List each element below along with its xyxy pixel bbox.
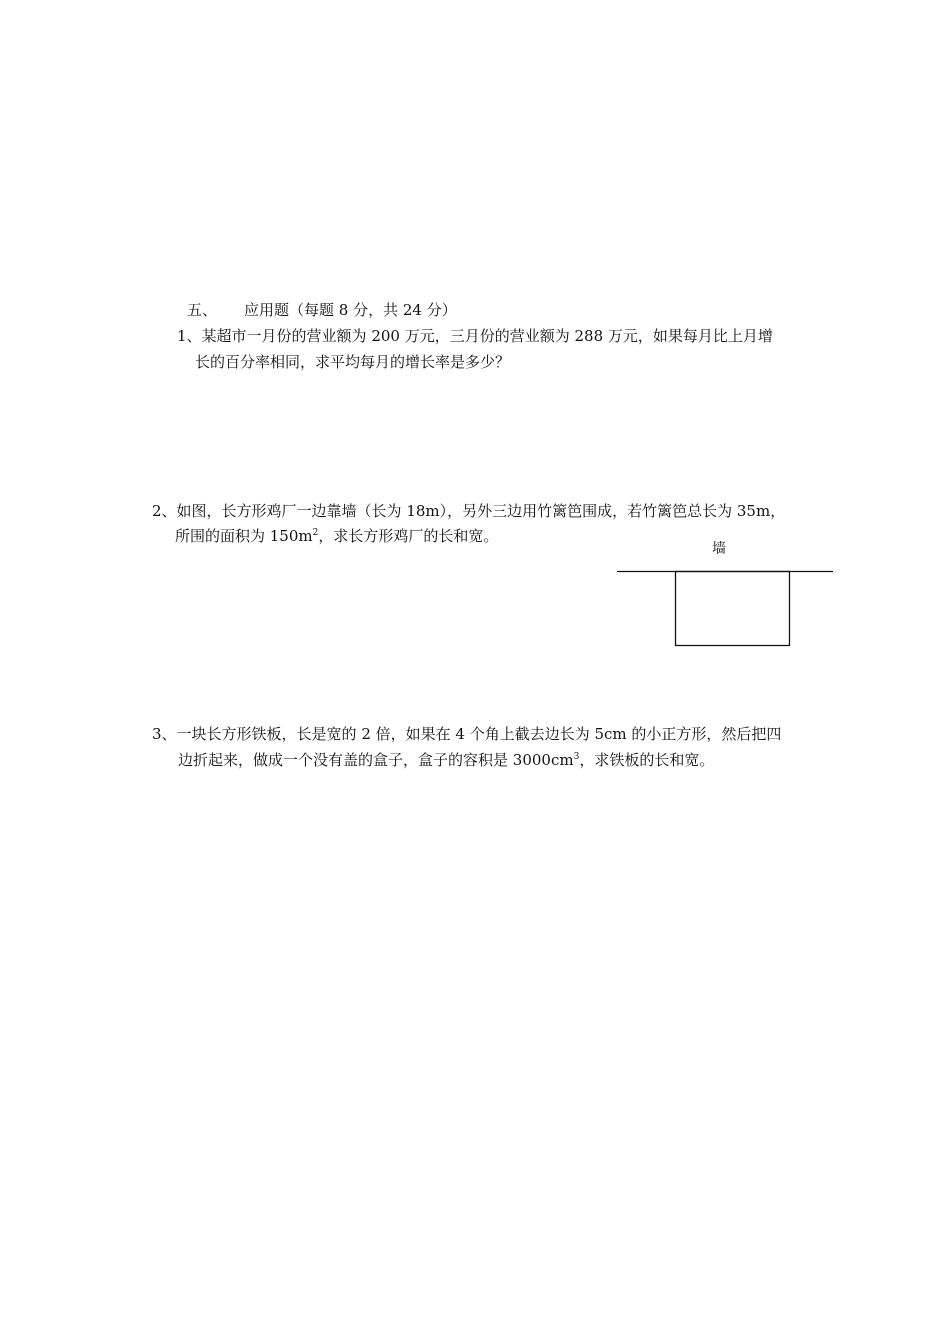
question-3-line-1: 3、一块长方形铁板，长是宽的 2 倍，如果在 4 个角上截去边长为 5cm 的小正方形，然后把四	[152, 725, 782, 743]
question-3-line-2	[178, 750, 714, 770]
question-2-line-2-text: 所围的面积为 150m	[175, 527, 313, 545]
chicken-coop-figure	[615, 565, 835, 655]
question-2-line-2	[175, 526, 498, 546]
question-3-superscript: 3	[573, 752, 580, 762]
coop-rectangle	[676, 572, 790, 646]
section-number: 五、	[187, 301, 218, 319]
question-2-line-1: 2、如图，长方形鸡厂一边靠墙（长为 18m），另外三边用竹篱笆围成，若竹篱笆总长为 35m，	[152, 502, 786, 520]
question-2-line-2-tail: ，求长方形鸡厂的长和宽。	[318, 527, 499, 545]
question-3-line-2-text: 边折起来，做成一个没有盖的盒子，盒子的容积是 3000cm	[178, 751, 574, 769]
question-2-superscript: 2	[312, 528, 319, 538]
wall-label: 墙	[712, 541, 726, 557]
question-1-line-1: 1、某超市一月份的营业额为 200 万元，三月份的营业额为 288 万元，如果每月比上月增	[177, 327, 773, 345]
section-title: 应用题（每题 8 分，共 24 分）	[244, 301, 457, 319]
question-1-line-2: 长的百分率相同，求平均每月的增长率是多少？	[195, 353, 511, 371]
question-3-line-2-tail: ，求铁板的长和宽。	[579, 751, 715, 769]
